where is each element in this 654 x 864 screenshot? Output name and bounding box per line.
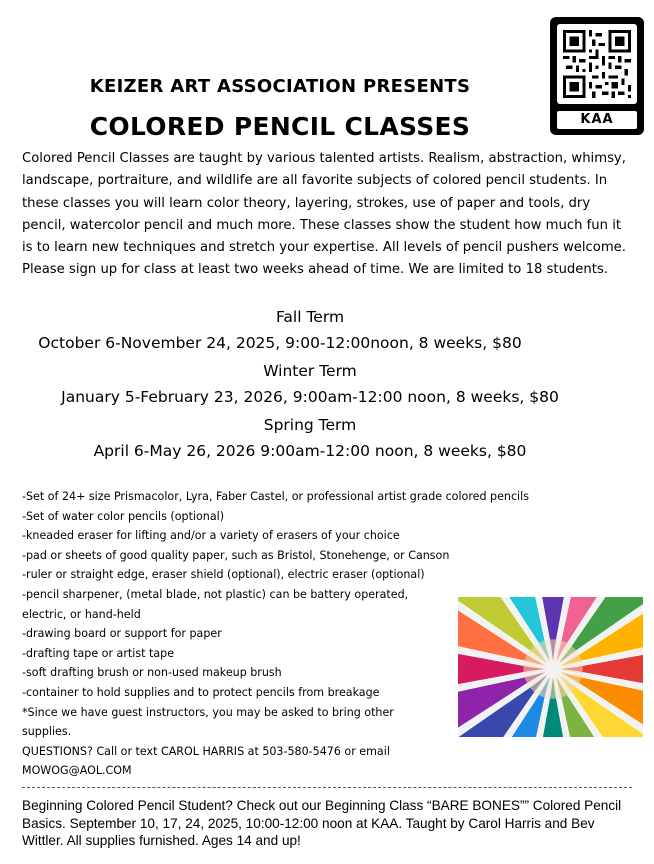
- divider: [22, 787, 632, 788]
- qr-label: KAA: [557, 111, 637, 129]
- supply-item: -ruler or straight edge, eraser shield (optional), electric eraser (optional): [22, 568, 425, 582]
- presenter-heading: KEIZER ART ASSOCIATION PRESENTS: [89, 76, 471, 97]
- supply-item: -drafting tape or artist tape: [22, 646, 175, 660]
- supply-item: -pad or sheets of good quality paper, such as Bristol, Stonehenge, or Canson: [22, 548, 450, 562]
- term-dates-winter: January 5-February 23, 2026, 9:00am-12:00 noon, 8 weeks, $80: [61, 388, 559, 406]
- supply-item: -drawing board or support for paper: [22, 627, 222, 641]
- term-name-spring: Spring Term: [263, 416, 357, 434]
- supply-item: -container to hold supplies and to protect pencils from breakage: [22, 685, 380, 699]
- pencil-tips-image: [458, 597, 643, 737]
- page-title: COLORED PENCIL CLASSES: [89, 112, 471, 141]
- term-dates-fall: October 6-November 24, 2025, 9:00-12:00noon, 8 weeks, $80: [38, 334, 522, 352]
- colored-pencils-photo: [458, 597, 643, 737]
- supply-item: -pencil sharpener, (metal blade, not plastic) can be battery operated, electric, or hand-held: [22, 587, 409, 621]
- term-dates-spring: April 6-May 26, 2026 9:00am-12:00 noon, 8 weeks, $80: [93, 442, 527, 460]
- term-name-winter: Winter Term: [263, 362, 357, 380]
- qr-code-icon[interactable]: [557, 24, 637, 104]
- intro-paragraph: Colored Pencil Classes are taught by various talented artists. Realism, abstraction, whimsy, landscape, portraiture, and wildlife are all favorite subjects of colored pencil students. In these classes you will learn color theory, layering, strokes, use of paper and tools, dry pencil, watercolor pencil and much more. These classes show the student how much fun it is to learn new techniques and stretch your expertise. All levels of pencil pushers welcome. Please sign up for class at least two weeks ahead of time. We are limited to 18 students.: [22, 151, 626, 278]
- beginner-class-note: Beginning Colored Pencil Student? Check out our Beginning Class “BARE BONES”” Colored Pencil Basics. September 10, 17, 24, 2025, 10:00-12:00 noon at KAA. Taught by Carol Harris and Bev Wittler. All supplies furnished. Ages 14 and up!: [22, 798, 622, 848]
- supply-item: -Set of water color pencils (optional): [22, 509, 225, 523]
- supply-item: -Set of 24+ size Prismacolor, Lyra, Faber Castel, or professional artist grade colored pencils: [22, 490, 529, 503]
- supply-item: -soft drafting brush or non-used makeup brush: [22, 666, 282, 680]
- contact-info: QUESTIONS? Call or text CAROL HARRIS at 503-580-5476 or email MOWOG@AOL.COM: [22, 744, 390, 778]
- term-name-fall: Fall Term: [275, 308, 345, 326]
- qr-code-badge[interactable]: [550, 17, 644, 135]
- supply-item: -kneaded eraser for lifting and/or a variety of erasers of your choice: [22, 529, 400, 543]
- supply-note: *Since we have guest instructors, you may be asked to bring other supplies.: [22, 705, 394, 739]
